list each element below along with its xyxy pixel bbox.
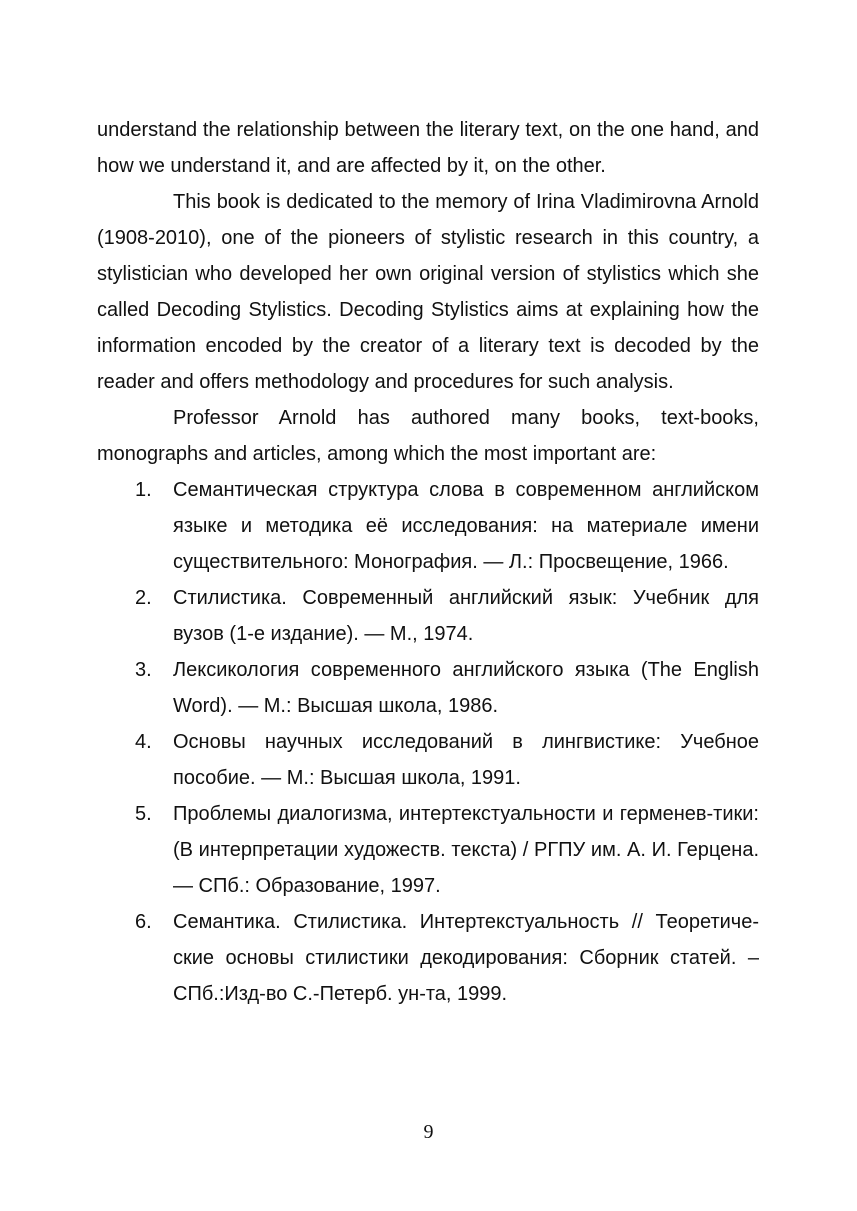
reference-item [97, 796, 759, 904]
reference-text: Семантическая структура слова в современном английском языке и методика её исследования: на материале имени существительного: Монография. — Л.: Просвещение, 1966. [173, 479, 759, 573]
paragraph-works-intro: Professor Arnold has authored many books, text-books, monographs and articles, among which the most important are: [97, 407, 759, 465]
reference-text: Стилистика. Современный английский язык: Учебник для вузов (1-е издание). — М., 1974. [173, 587, 759, 645]
reference-number: 3. [135, 659, 152, 681]
reference-number: 4. [135, 731, 152, 753]
reference-item [97, 904, 759, 1012]
reference-text: Проблемы диалогизма, интертекстуальности и герменев-тики: (В интерпретации художеств. текста) / РГПУ им. А. И. Герцена. — СПб.: Образование, 1997. [173, 803, 759, 897]
reference-item [97, 472, 759, 580]
reference-text: Лексикология современного английского языка (The English Word). — М.: Высшая школа, 1986. [173, 659, 759, 717]
reference-item [97, 724, 759, 796]
reference-text: Семантика. Стилистика. Интертекстуальность // Теоретиче-ские основы стилистики декодирования: Сборник статей. – СПб.:Изд-во С.-Петерб. ун-та, 1999. [173, 911, 759, 1005]
reference-text: Основы научных исследований в лингвистике: Учебное пособие. — М.: Высшая школа, 1991. [173, 731, 759, 789]
reference-item [97, 652, 759, 724]
page-number: 9 [423, 1121, 434, 1143]
paragraph-continuation: understand the relationship between the literary text, on the one hand, and how we understand it, and are affected by it, on the other. [97, 119, 759, 177]
reference-number: 2. [135, 587, 152, 609]
reference-number: 6. [135, 911, 152, 933]
reference-list [97, 472, 759, 1012]
reference-item [97, 580, 759, 652]
reference-number: 5. [135, 803, 152, 825]
paragraph-dedication: This book is dedicated to the memory of Irina Vladimirovna Arnold (1908-2010), one of the pioneers of stylistic research in this country, a stylistician who developed her own original version of stylistics which she called Decoding Stylistics. Decoding Stylistics aims at explaining how the information encoded by the creator of a literary text is decoded by the reader and offers methodology and procedures for such analysis. [97, 191, 759, 393]
reference-number: 1. [135, 479, 152, 501]
page-body [97, 112, 759, 1012]
